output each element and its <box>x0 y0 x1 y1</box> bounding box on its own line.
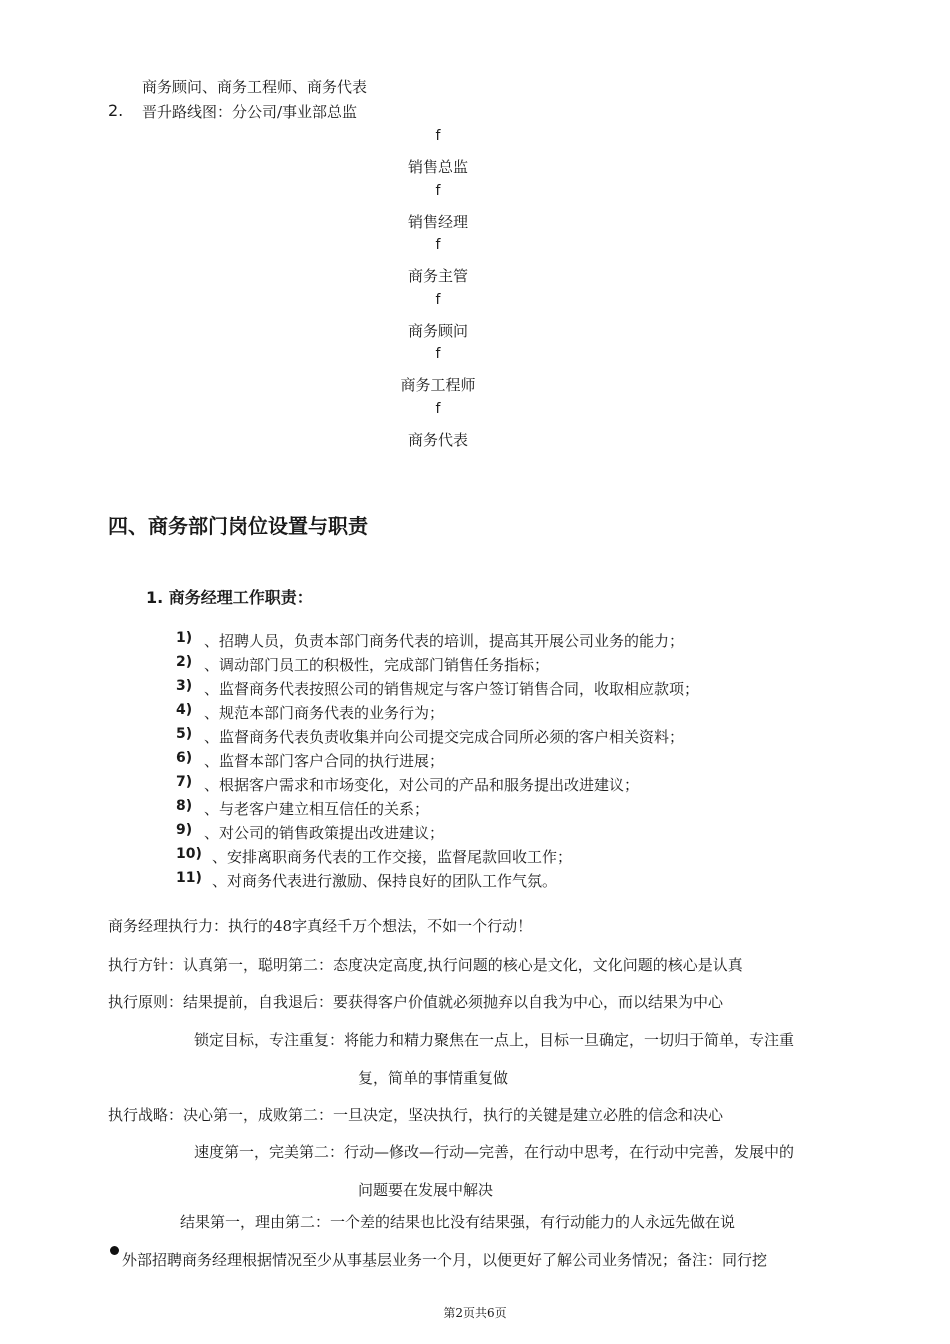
duty-text: 、对商务代表进行激励、保持良好的团队工作气氛。 <box>212 872 558 890</box>
execution-principle-detail-cont: 复，简单的事情重复做 <box>358 1069 509 1087</box>
duty-text: 、调动部门员工的积极性，完成部门销售任务指标； <box>204 656 550 674</box>
duty-text: 、根据客户需求和市场变化，对公司的产品和服务提出改进建议； <box>204 776 640 794</box>
execution-strategy-result: 结果第一，理由第二：一个差的结果也比没有结果强，有行动能力的人永远先做在说 <box>180 1213 736 1231</box>
bullet-dot-icon <box>110 1246 119 1255</box>
duty-number: 6) <box>176 750 193 766</box>
duty-number: 3) <box>176 678 193 694</box>
duty-number: 9) <box>176 822 193 838</box>
execution-principle-detail: 锁定目标，专注重复：将能力和精力聚焦在一点上，目标一旦确定，一切归于简单，专注重 <box>194 1031 795 1049</box>
promotion-arrow: f <box>435 401 441 417</box>
duty-text: 、监督本部门客户合同的执行进展； <box>204 752 445 770</box>
promotion-level: 商务工程师 <box>400 376 476 394</box>
section-title: 四、商务部门岗位设置与职责 <box>108 514 368 538</box>
duty-text: 、招聘人员，负责本部门商务代表的培训，提高其开展公司业务的能力； <box>204 632 685 650</box>
duty-number: 8) <box>176 798 193 814</box>
promotion-level: 销售总监 <box>407 158 468 176</box>
promotion-level: 销售经理 <box>407 213 468 231</box>
promotion-label: 晋升路线图：分公司/事业部总监 <box>142 103 358 121</box>
bullet-note: 外部招聘商务经理根据情况至少从事基层业务一个月，以便更好了解公司业务情况；备注：同行挖 <box>122 1251 768 1269</box>
promotion-level: 商务顾问 <box>407 322 468 340</box>
intro-line: 商务顾问、商务工程师、商务代表 <box>142 78 368 96</box>
duty-text: 、安排离职商务代表的工作交接，监督尾款回收工作； <box>212 848 573 866</box>
execution-policy: 执行方针：认真第一，聪明第二：态度决定高度,执行问题的核心是文化，文化问题的核心是认真 <box>108 956 743 974</box>
page-footer: 第2页共6页 <box>443 1306 507 1320</box>
duty-number: 10) <box>176 846 202 862</box>
duty-text: 、规范本部门商务代表的业务行为； <box>204 704 445 722</box>
execution-strategy-detail-cont: 问题要在发展中解决 <box>358 1181 494 1199</box>
duty-number: 7) <box>176 774 193 790</box>
duty-number: 4) <box>176 702 193 718</box>
promotion-arrow: f <box>435 346 441 362</box>
duty-text: 、与老客户建立相互信任的关系； <box>204 800 430 818</box>
promotion-number: 2. <box>108 101 124 120</box>
duties-heading: 1. 商务经理工作职责： <box>146 588 313 607</box>
promotion-arrow: f <box>435 237 441 253</box>
promotion-arrow: f <box>435 292 441 308</box>
duty-number: 11) <box>176 870 202 886</box>
execution-power: 商务经理执行力：执行的48字真经千万个想法，不如一个行动！ <box>108 917 533 935</box>
execution-strategy: 执行战略：决心第一，成败第二：一旦决定，坚决执行，执行的关键是建立必胜的信念和决心 <box>108 1106 724 1124</box>
promotion-level: 商务主管 <box>407 267 468 285</box>
promotion-arrow: f <box>435 128 441 144</box>
duty-text: 、监督商务代表按照公司的销售规定与客户签订销售合同，收取相应款项； <box>204 680 700 698</box>
duty-number: 1) <box>176 630 193 646</box>
duty-text: 、对公司的销售政策提出改进建议； <box>204 824 445 842</box>
execution-principle: 执行原则：结果提前，自我退后：要获得客户价值就必须抛弃以自我为中心，而以结果为中心 <box>108 993 724 1011</box>
promotion-arrow: f <box>435 183 441 199</box>
duty-number: 5) <box>176 726 193 742</box>
execution-strategy-detail: 速度第一，完美第二：行动—修改—行动—完善，在行动中思考，在行动中完善，发展中的 <box>194 1143 795 1161</box>
duty-number: 2) <box>176 654 193 670</box>
promotion-level: 商务代表 <box>407 431 468 449</box>
duty-text: 、监督商务代表负责收集并向公司提交完成合同所必须的客户相关资料； <box>204 728 685 746</box>
